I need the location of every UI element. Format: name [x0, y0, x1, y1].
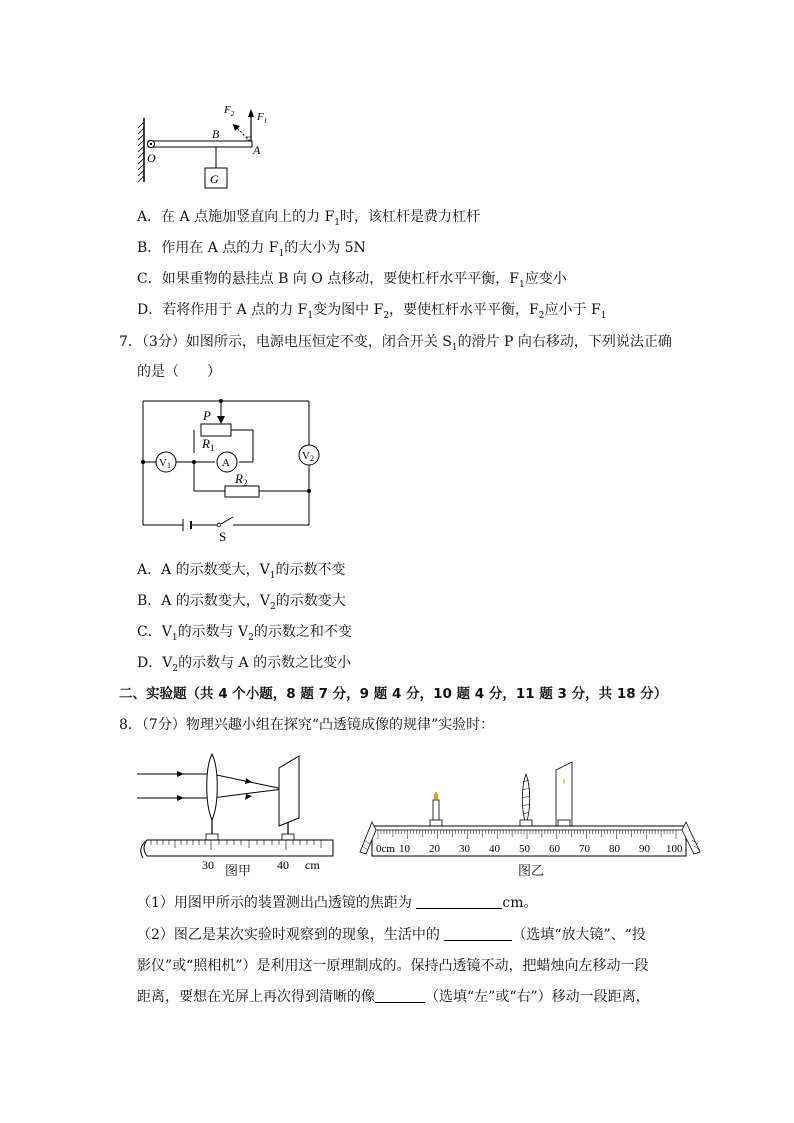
figure-yi [358, 760, 706, 860]
q6-option-a: A．在 A 点施加竖直向上的力 $F_1$时，该杠杆是费力杠杆 [137, 209, 481, 228]
q7-option-d: D．$V_2$的示数与 A 的示数之比变小 [137, 655, 352, 674]
q8-part1: （1）用图甲所示的装置测出凸透镜的焦距为 cm。 [137, 895, 538, 911]
q8-part2-line3: 距离，要想在光屏上再次得到清晰的像 （选填“左”或“右”）移动一段距离， [137, 989, 650, 1005]
yi-tick-label: 90 [639, 843, 650, 855]
q7-stem: 7．（3分）如图所示，电源电压恒定不变，闭合开关 $S_1$的滑片 P 向右移动，下列说法正确 [119, 334, 672, 353]
q8-stem: 8．（7分）物理兴趣小组在探究“凸透镜成像的规律”实验时： [119, 717, 495, 733]
unit-cm: cm [305, 858, 320, 872]
q6-option-b: B．作用在 A 点的力 $F_1$的大小为 5N [137, 240, 366, 259]
lever-figure [130, 100, 290, 195]
r1-label: $R_1$ [202, 436, 215, 453]
q8-part2-line2: 影仪”或“照相机”）是利用这一原理制成的。保持凸透镜不动，把蜡烛向左移动一段 [137, 958, 649, 974]
point-a-label: A [253, 143, 261, 157]
caption-jia: 图甲 [225, 864, 252, 879]
slider-p-label: P [203, 408, 211, 423]
q6-option-d: D．若将作用于 A 点的力 $F_1$变为图中 $F_2$，要使杠杆水平平衡，$F_2$应小于 $F_1$ [137, 302, 607, 321]
q7-option-b: B．A 的示数变大，$V_2$的示数变大 [137, 593, 346, 612]
q7-option-c: C．$V_1$的示数与 $V_2$的示数之和不变 [137, 624, 352, 643]
q6-option-c: C．如果重物的悬挂点 B 向 O 点移动，要使杠杆水平平衡，$F_1$应变小 [137, 271, 567, 290]
q8-part2: （2）图乙是某次实验时观察到的现象，生活中的 （选填“放大镜”、“投 [137, 927, 646, 943]
yi-tick-label: 50 [519, 843, 530, 855]
answer-blank-direction[interactable] [375, 988, 425, 1003]
point-b-label: B [212, 127, 220, 141]
v1-label: V1 [159, 457, 171, 470]
yi-tick-label: 80 [609, 843, 620, 855]
yi-tick-label: 70 [579, 843, 590, 855]
ammeter-label: A [222, 457, 230, 469]
switch-label: S [219, 529, 227, 544]
r2-label: $R_2$ [235, 471, 248, 488]
yi-tick-label: 40 [489, 843, 500, 855]
q7-stem-line2: 的是（ ） [137, 364, 221, 380]
f1-label: $F_1$ [257, 111, 268, 125]
point-o-label: O [147, 151, 156, 165]
answer-blank-device[interactable] [444, 926, 512, 941]
q7-option-a: A．A 的示数变大，$V_1$的示数不变 [137, 562, 346, 581]
tick-30: 30 [202, 858, 214, 872]
answer-blank-focal-length[interactable] [416, 894, 502, 909]
yi-tick-label: 100 [666, 843, 683, 855]
tick-40: 40 [277, 858, 289, 872]
v2-label: V2 [302, 450, 314, 463]
yi-tick-label: 0cm [376, 843, 395, 855]
yi-tick-label: 30 [459, 843, 470, 855]
circuit-figure [135, 395, 325, 545]
section-heading: 二、实验题（共 4 个小题，8 题 7 分，9 题 4 分，10 题 4 分，11 题 3 分，共 18 分） [119, 686, 668, 702]
f2-label: $F_2$ [224, 104, 235, 118]
yi-tick-label: 10 [399, 843, 410, 855]
yi-tick-label: 20 [429, 843, 440, 855]
yi-tick-label: 60 [549, 843, 560, 855]
caption-yi: 图乙 [518, 864, 545, 879]
weight-label: G [210, 172, 219, 186]
